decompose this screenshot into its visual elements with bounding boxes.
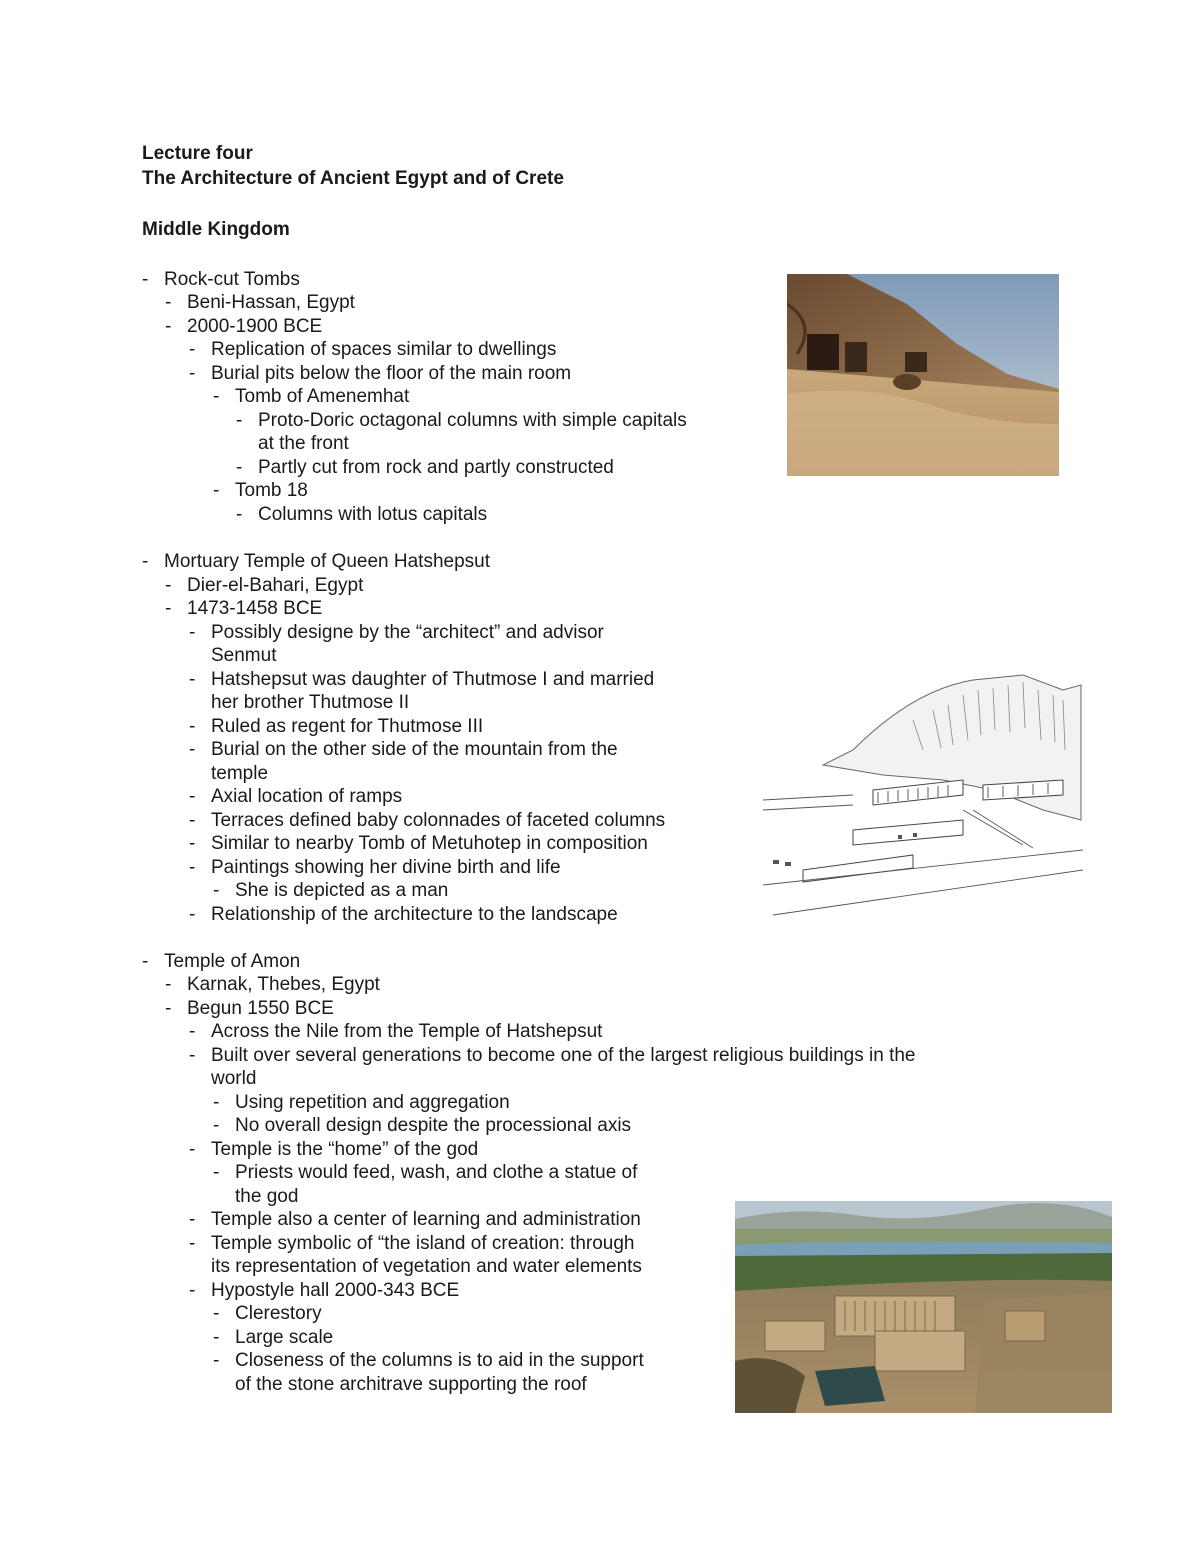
list-item: - Relationship of the architecture to the landscape bbox=[189, 904, 618, 925]
list-item-continuation: at the front bbox=[258, 433, 349, 454]
bullet-dash: - bbox=[165, 598, 172, 619]
bullet-dash: - bbox=[189, 669, 196, 690]
list-item: - 1473-1458 BCE bbox=[165, 598, 323, 619]
bullet-dash: - bbox=[213, 386, 220, 407]
list-item-continuation: the god bbox=[235, 1186, 299, 1207]
bullet-dash: - bbox=[213, 480, 220, 501]
list-item: - Hypostyle hall 2000-343 BCE bbox=[189, 1280, 460, 1301]
bullet-dash: - bbox=[189, 810, 196, 831]
bullet-dash: - bbox=[189, 1280, 196, 1301]
section-heading: Middle Kingdom bbox=[142, 219, 290, 240]
list-item: - Temple of Amon bbox=[142, 951, 301, 972]
bullet-dash: - bbox=[213, 1327, 220, 1348]
bullet-dash: - bbox=[142, 269, 149, 290]
list-item: - Large scale bbox=[213, 1327, 334, 1348]
list-item: - No overall design despite the processional axis bbox=[213, 1115, 632, 1136]
list-item: - Karnak, Thebes, Egypt bbox=[165, 974, 380, 995]
list-item: - Across the Nile from the Temple of Hatshepsut bbox=[189, 1021, 603, 1042]
list-item: - Priests would feed, wash, and clothe a statue of bbox=[213, 1162, 638, 1183]
list-item: - Ruled as regent for Thutmose III bbox=[189, 716, 484, 737]
bullet-dash: - bbox=[189, 833, 196, 854]
list-item-continuation: of the stone architrave supporting the roof bbox=[235, 1374, 587, 1395]
bullet-dash: - bbox=[165, 998, 172, 1019]
karnak-aerial-photo bbox=[735, 1201, 1112, 1413]
bullet-dash: - bbox=[189, 1139, 196, 1160]
list-item-continuation: world bbox=[211, 1068, 257, 1089]
bullet-dash: - bbox=[189, 857, 196, 878]
list-item: - Begun 1550 BCE bbox=[165, 998, 334, 1019]
bullet-dash: - bbox=[189, 786, 196, 807]
list-item: - Built over several generations to become one of the largest religious buildings in the bbox=[189, 1045, 916, 1066]
bullet-dash: - bbox=[189, 622, 196, 643]
list-item: - Similar to nearby Tomb of Metuhotep in composition bbox=[189, 833, 648, 854]
list-item: - Possibly designe by the “architect” and advisor bbox=[189, 622, 604, 643]
list-item: - Partly cut from rock and partly constructed bbox=[236, 457, 614, 478]
list-item: - Mortuary Temple of Queen Hatshepsut bbox=[142, 551, 490, 572]
bullet-dash: - bbox=[189, 1233, 196, 1254]
list-item-continuation: Senmut bbox=[211, 645, 277, 666]
bullet-dash: - bbox=[213, 1092, 220, 1113]
list-item: - Beni-Hassan, Egypt bbox=[165, 292, 355, 313]
list-item: - Temple is the “home” of the god bbox=[189, 1139, 479, 1160]
list-item: - Closeness of the columns is to aid in the support bbox=[213, 1350, 644, 1371]
bullet-dash: - bbox=[165, 316, 172, 337]
list-item: - She is depicted as a man bbox=[213, 880, 449, 901]
bullet-dash: - bbox=[142, 951, 149, 972]
bullet-dash: - bbox=[165, 575, 172, 596]
list-item: - 2000-1900 BCE bbox=[165, 316, 323, 337]
beni-hassan-tombs-photo bbox=[787, 274, 1059, 476]
list-item: - Dier-el-Bahari, Egypt bbox=[165, 575, 364, 596]
list-item: - Hatshepsut was daughter of Thutmose I and married bbox=[189, 669, 655, 690]
bullet-dash: - bbox=[189, 1045, 196, 1066]
bullet-dash: - bbox=[189, 1021, 196, 1042]
list-item: - Tomb 18 bbox=[213, 480, 308, 501]
bullet-dash: - bbox=[236, 410, 243, 431]
list-item: - Temple symbolic of “the island of creation: through bbox=[189, 1233, 635, 1254]
bullet-dash: - bbox=[189, 904, 196, 925]
list-item: - Burial on the other side of the mountain from the bbox=[189, 739, 618, 760]
bullet-dash: - bbox=[189, 716, 196, 737]
list-item: - Temple also a center of learning and administration bbox=[189, 1209, 641, 1230]
list-item: - Replication of spaces similar to dwellings bbox=[189, 339, 557, 360]
bullet-dash: - bbox=[236, 457, 243, 478]
bullet-dash: - bbox=[189, 363, 196, 384]
list-item: - Using repetition and aggregation bbox=[213, 1092, 510, 1113]
list-item: - Clerestory bbox=[213, 1303, 322, 1324]
bullet-dash: - bbox=[213, 880, 220, 901]
bullet-dash: - bbox=[189, 1209, 196, 1230]
bullet-dash: - bbox=[142, 551, 149, 572]
bullet-dash: - bbox=[165, 292, 172, 313]
list-item: - Axial location of ramps bbox=[189, 786, 403, 807]
list-item: - Terraces defined baby colonnades of faceted columns bbox=[189, 810, 666, 831]
bullet-dash: - bbox=[213, 1115, 220, 1136]
bullet-dash: - bbox=[213, 1162, 220, 1183]
list-item: - Tomb of Amenemhat bbox=[213, 386, 410, 407]
list-item: - Proto-Doric octagonal columns with simple capitals bbox=[236, 410, 687, 431]
bullet-dash: - bbox=[189, 339, 196, 360]
list-item-continuation: her brother Thutmose II bbox=[211, 692, 410, 713]
bullet-dash: - bbox=[189, 739, 196, 760]
bullet-dash: - bbox=[213, 1303, 220, 1324]
bullet-dash: - bbox=[213, 1350, 220, 1371]
list-item: - Columns with lotus capitals bbox=[236, 504, 488, 525]
list-item-continuation: temple bbox=[211, 763, 269, 784]
list-item: - Burial pits below the floor of the main room bbox=[189, 363, 572, 384]
lecture-title: Lecture four bbox=[142, 143, 253, 164]
bullet-dash: - bbox=[165, 974, 172, 995]
lecture-subtitle: The Architecture of Ancient Egypt and of Crete bbox=[142, 168, 564, 189]
list-item: - Paintings showing her divine birth and life bbox=[189, 857, 561, 878]
hatshepsut-temple-sketch bbox=[763, 670, 1083, 920]
list-item-continuation: its representation of vegetation and water elements bbox=[211, 1256, 642, 1277]
list-item: - Rock-cut Tombs bbox=[142, 269, 300, 290]
bullet-dash: - bbox=[236, 504, 243, 525]
